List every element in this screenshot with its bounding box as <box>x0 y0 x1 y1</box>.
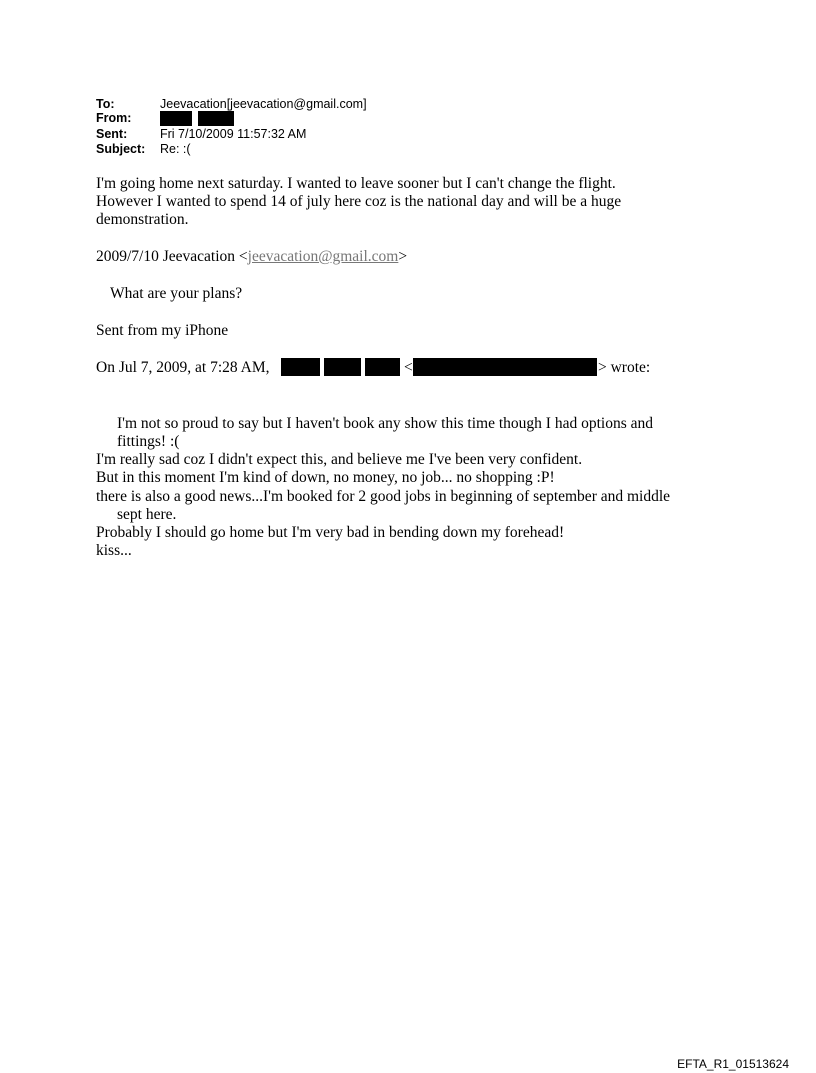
from-label: From: <box>96 111 132 125</box>
reply-line: I'm going home next saturday. I wanted to leave sooner but I can't change the flight. <box>96 175 616 192</box>
quoted-line: I'm really sad coz I didn't expect this, and believe me I've been very confident. <box>96 451 583 468</box>
redaction-block <box>198 111 234 126</box>
redaction-block <box>281 358 320 376</box>
quoted-line: kiss... <box>96 542 132 559</box>
sent-value: Fri 7/10/2009 11:57:32 AM <box>160 127 307 141</box>
quote-attribution <box>96 248 407 266</box>
quoted-line: fittings! :( <box>117 433 180 450</box>
attribution-end: > wrote: <box>598 359 651 376</box>
quoted-line: there is also a good news...I'm booked for 2 good jobs in beginning of september and middle <box>96 488 671 505</box>
redaction-block <box>365 358 400 376</box>
from-value <box>160 111 234 126</box>
reply-line: demonstration. <box>96 211 189 228</box>
attribution-lt: < <box>404 359 413 376</box>
quoted-line: sept here. <box>117 506 177 523</box>
subject-label: Subject: <box>96 142 146 156</box>
attribution-end: > <box>398 248 408 265</box>
to-label: To: <box>96 97 115 111</box>
quoted-line: Probably I should go home but I'm very bad in bending down my forehead! <box>96 524 565 541</box>
sent-label: Sent: <box>96 127 128 141</box>
signature: Sent from my iPhone <box>96 322 229 339</box>
attribution-text: 2009/7/10 Jeevacation < <box>96 248 248 265</box>
email-header <box>96 97 516 159</box>
reply-line: However I wanted to spend 14 of july here coz is the national day and will be a huge <box>96 193 622 210</box>
to-value: Jeevacation[jeevacation@gmail.com] <box>160 97 367 111</box>
quote-attribution: On Jul 7, 2009, at 7:28 AM, <box>96 359 270 376</box>
redaction-block <box>160 111 192 126</box>
subject-value: Re: :( <box>160 142 191 156</box>
redaction-block <box>413 358 486 376</box>
quoted-line: But in this moment I'm kind of down, no money, no job... no shopping :P! <box>96 469 555 486</box>
document-id: EFTA_R1_01513624 <box>677 1057 789 1071</box>
email-link[interactable]: jeevacation@gmail.com <box>247 248 399 265</box>
quoted-question: What are your plans? <box>110 285 243 302</box>
redaction-block <box>486 358 597 376</box>
redaction-block <box>324 358 361 376</box>
quoted-line: I'm not so proud to say but I haven't book any show this time though I had options and <box>117 415 653 432</box>
